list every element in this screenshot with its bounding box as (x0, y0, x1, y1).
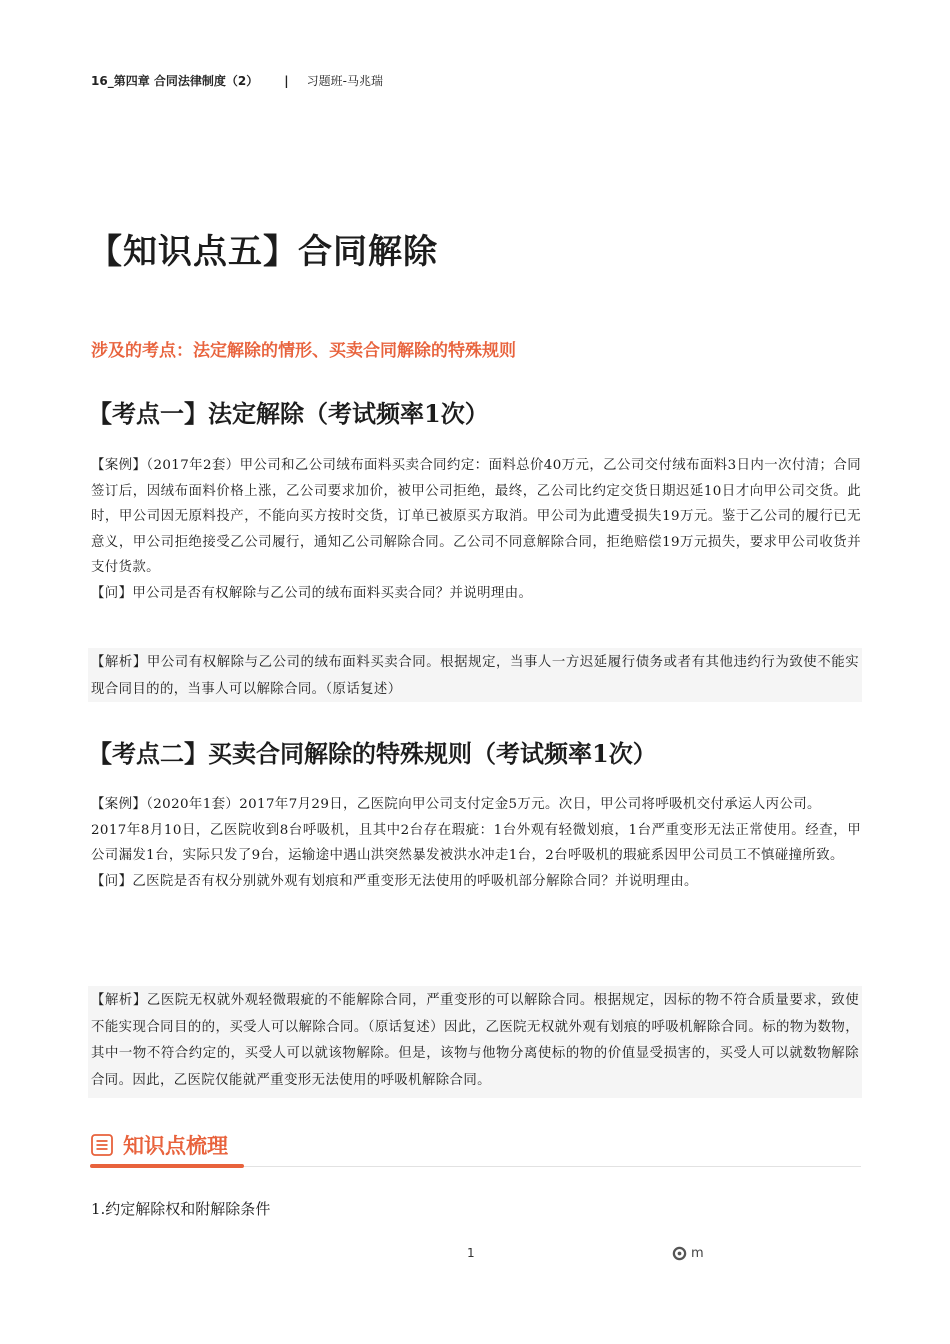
summary-label: 知识点梳理 (123, 1133, 228, 1158)
section1-case-block (91, 453, 861, 606)
class-name: 习题班-马兆瑞 (306, 74, 383, 88)
list-icon (90, 1133, 114, 1157)
section1-question: 【问】甲公司是否有权解除与乙公司的绒布面料买卖合同？并说明理由。 (91, 585, 533, 601)
summary-heading (90, 1130, 228, 1160)
section1-title: 【考点一】法定解除（考试频率1次） (88, 399, 489, 428)
section2-case-line2: 2017年8月10日，乙医院收到8台呼吸机，且其中2台存在瑕疵：1台外观有轻微划痕，1台严重变形无法正常使用。经查，甲公司漏发1台，实际只发了9台，运输途中遇山洪突然暴发被洪水冲走1台，2台呼吸机的瑕疵系因甲公司员工不慎碰撞所致。 (91, 822, 861, 863)
section2-case-line1: 【案例】（2020年1套）2017年7月29日，乙医院向甲公司支付定金5万元。次日，甲公司将呼吸机交付承运人丙公司。 (91, 797, 821, 812)
section2-title: 【考点二】买卖合同解除的特殊规则（考试频率1次） (88, 739, 657, 768)
logo-icon (672, 1246, 687, 1261)
page-number: 1 (467, 1246, 475, 1260)
header-separator: | (284, 73, 289, 88)
topics-line: 涉及的考点：法定解除的情形、买卖合同解除的特殊规则 (91, 341, 516, 361)
logo-text: m (691, 1246, 704, 1261)
section1-analysis: 【解析】甲公司有权解除与乙公司的绒布面料买卖合同。根据规定，当事人一方迟延履行债务或者有其他违约行为致使不能实现合同目的的，当事人可以解除合同。（原话复述） (88, 648, 862, 702)
page-title: 【知识点五】合同解除 (88, 232, 438, 272)
section1-case: 【案例】（2017年2套）甲公司和乙公司绒布面料买卖合同约定：面料总价40万元，乙公司交付绒布面料3日内一次付清；合同签订后，因绒布面料价格上涨，乙公司要求加价，被甲公司拒绝，最终，乙公司比约定交货日期迟延10日才向甲公司交货。此时，甲公司因无原料投产，不能向买方按时交货，订单已被原买方取消。甲公司为此遭受损失19万元。鉴于乙公司的履行已无意义，甲公司拒绝接受乙公司履行，通知乙公司解除合同。乙公司不同意解除合同，拒绝赔偿19万元损失，要求甲公司收货并支付货款。 (91, 458, 861, 575)
page-header (91, 72, 383, 89)
course-title: 16_第四章 合同法律制度（2） (91, 74, 259, 88)
section2-case-block (91, 792, 861, 894)
section2-question: 【问】乙医院是否有权分别就外观有划痕和严重变形无法使用的呼吸机部分解除合同？并说明理由。 (91, 873, 698, 889)
section2-analysis: 【解析】乙医院无权就外观轻微瑕疵的不能解除合同，严重变形的可以解除合同。根据规定，因标的物不符合质量要求，致使不能实现合同目的的，买受人可以解除合同。（原话复述）因此，乙医院无权就外观有划痕的呼吸机解除合同。标的物为数物，其中一物不符合约定的，买受人可以就该物解除。但是，该物与他物分离使标的物的价值显受损害的，买受人可以就数物解除合同。因此，乙医院仅能就严重变形无法使用的呼吸机解除合同。 (88, 986, 862, 1098)
summary-item-1: 1.约定解除权和附解除条件 (91, 1200, 271, 1218)
summary-underline (90, 1164, 244, 1168)
footer-logo (672, 1246, 704, 1261)
